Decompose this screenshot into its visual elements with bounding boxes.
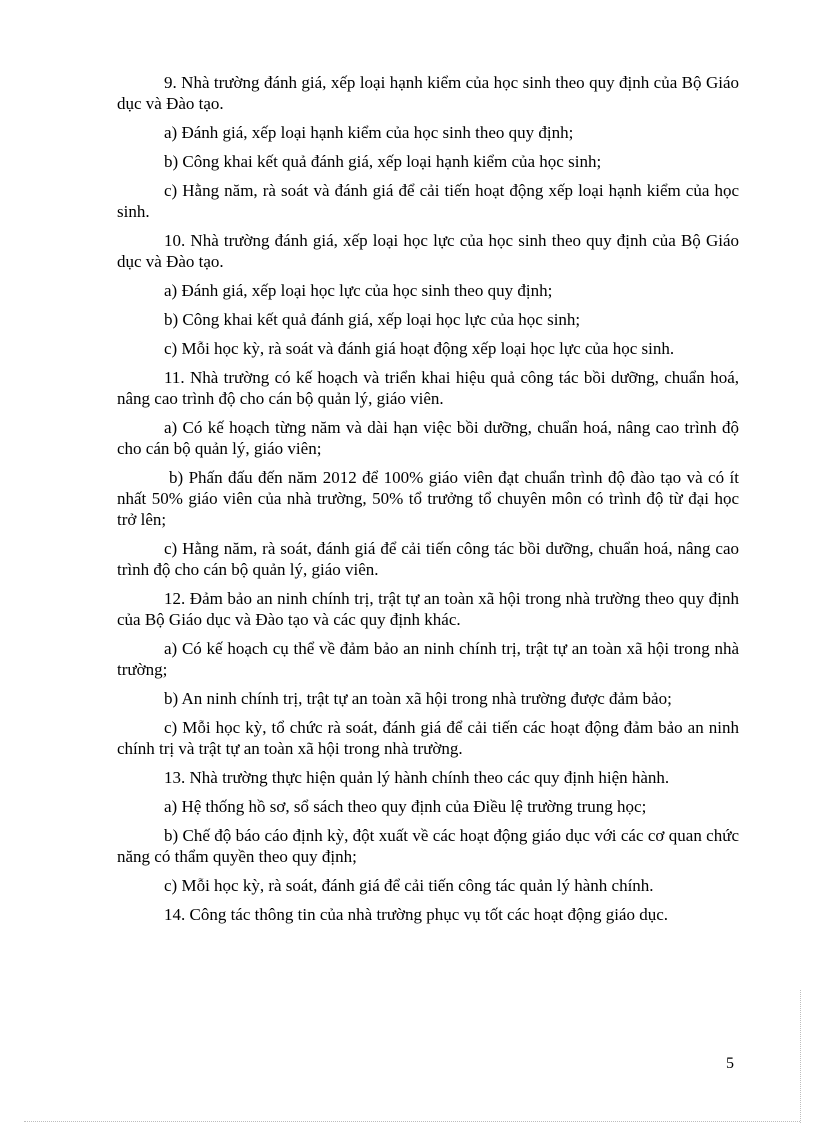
criterion-11-b: b) Phấn đấu đến năm 2012 để 100% giáo viên đạt chuẩn trình độ đào tạo và có ít nhất 50% giáo viên của nhà trường, 50% tổ trưởng tổ chuyên môn có trình độ từ đại học trở lên; bbox=[117, 468, 739, 529]
criterion-12: 12. Đảm bảo an ninh chính trị, trật tự an toàn xã hội trong nhà trường theo quy định của Bộ Giáo dục và Đào tạo và các quy định khác. bbox=[117, 589, 739, 629]
criterion-11: 11. Nhà trường có kế hoạch và triển khai hiệu quả công tác bồi dưỡng, chuẩn hoá, nâng cao trình độ cho cán bộ quản lý, giáo viên. bbox=[117, 368, 739, 408]
criterion-9: 9. Nhà trường đánh giá, xếp loại hạnh kiểm của học sinh theo quy định của Bộ Giáo dục và Đào tạo. bbox=[117, 73, 739, 113]
criterion-11-c: c) Hằng năm, rà soát, đánh giá để cải tiến công tác bồi dưỡng, chuẩn hoá, nâng cao trình độ cho cán bộ quản lý, giáo viên. bbox=[117, 539, 739, 579]
criterion-12-a: a) Có kế hoạch cụ thể về đảm bảo an ninh chính trị, trật tự an toàn xã hội trong nhà trường; bbox=[117, 639, 739, 679]
criterion-13-a: a) Hệ thống hồ sơ, sổ sách theo quy định của Điều lệ trường trung học; bbox=[164, 797, 647, 816]
criterion-9-a: a) Đánh giá, xếp loại hạnh kiểm của học sinh theo quy định; bbox=[164, 123, 574, 142]
criterion-12-b: b) An ninh chính trị, trật tự an toàn xã hội trong nhà trường được đảm bảo; bbox=[164, 689, 672, 708]
criterion-10-a: a) Đánh giá, xếp loại học lực của học sinh theo quy định; bbox=[164, 281, 553, 300]
criterion-9-b: b) Công khai kết quả đánh giá, xếp loại hạnh kiểm của học sinh; bbox=[164, 152, 602, 171]
criterion-9-c: c) Hằng năm, rà soát và đánh giá để cải tiến hoạt động xếp loại hạnh kiểm của học sinh. bbox=[117, 181, 739, 221]
document-body bbox=[117, 72, 739, 933]
criterion-12-c: c) Mỗi học kỳ, tổ chức rà soát, đánh giá để cải tiến các hoạt động đảm bảo an ninh chính trị và trật tự an toàn xã hội trong nhà trường. bbox=[117, 718, 739, 758]
criterion-11-a: a) Có kế hoạch từng năm và dài hạn việc bồi dưỡng, chuẩn hoá, nâng cao trình độ cho cán bộ quản lý, giáo viên; bbox=[117, 418, 739, 458]
criterion-13: 13. Nhà trường thực hiện quản lý hành chính theo các quy định hiện hành. bbox=[164, 768, 670, 787]
criterion-10-b: b) Công khai kết quả đánh giá, xếp loại học lực của học sinh; bbox=[164, 310, 581, 329]
criterion-10-c: c) Mỗi học kỳ, rà soát và đánh giá hoạt động xếp loại học lực của học sinh. bbox=[164, 339, 675, 358]
criterion-13-c: c) Mỗi học kỳ, rà soát, đánh giá để cải tiến công tác quản lý hành chính. bbox=[164, 876, 654, 895]
criterion-10: 10. Nhà trường đánh giá, xếp loại học lực của học sinh theo quy định của Bộ Giáo dục và Đào tạo. bbox=[117, 231, 739, 271]
page-edge-bottom-divider bbox=[24, 1121, 800, 1122]
criterion-14: 14. Công tác thông tin của nhà trường phục vụ tốt các hoạt động giáo dục. bbox=[164, 905, 669, 924]
criterion-13-b: b) Chế độ báo cáo định kỳ, đột xuất về các hoạt động giáo dục với các cơ quan chức năng có thẩm quyền theo quy định; bbox=[117, 826, 739, 866]
page-number: 5 bbox=[726, 1055, 734, 1072]
page-edge-right-divider bbox=[800, 990, 801, 1123]
